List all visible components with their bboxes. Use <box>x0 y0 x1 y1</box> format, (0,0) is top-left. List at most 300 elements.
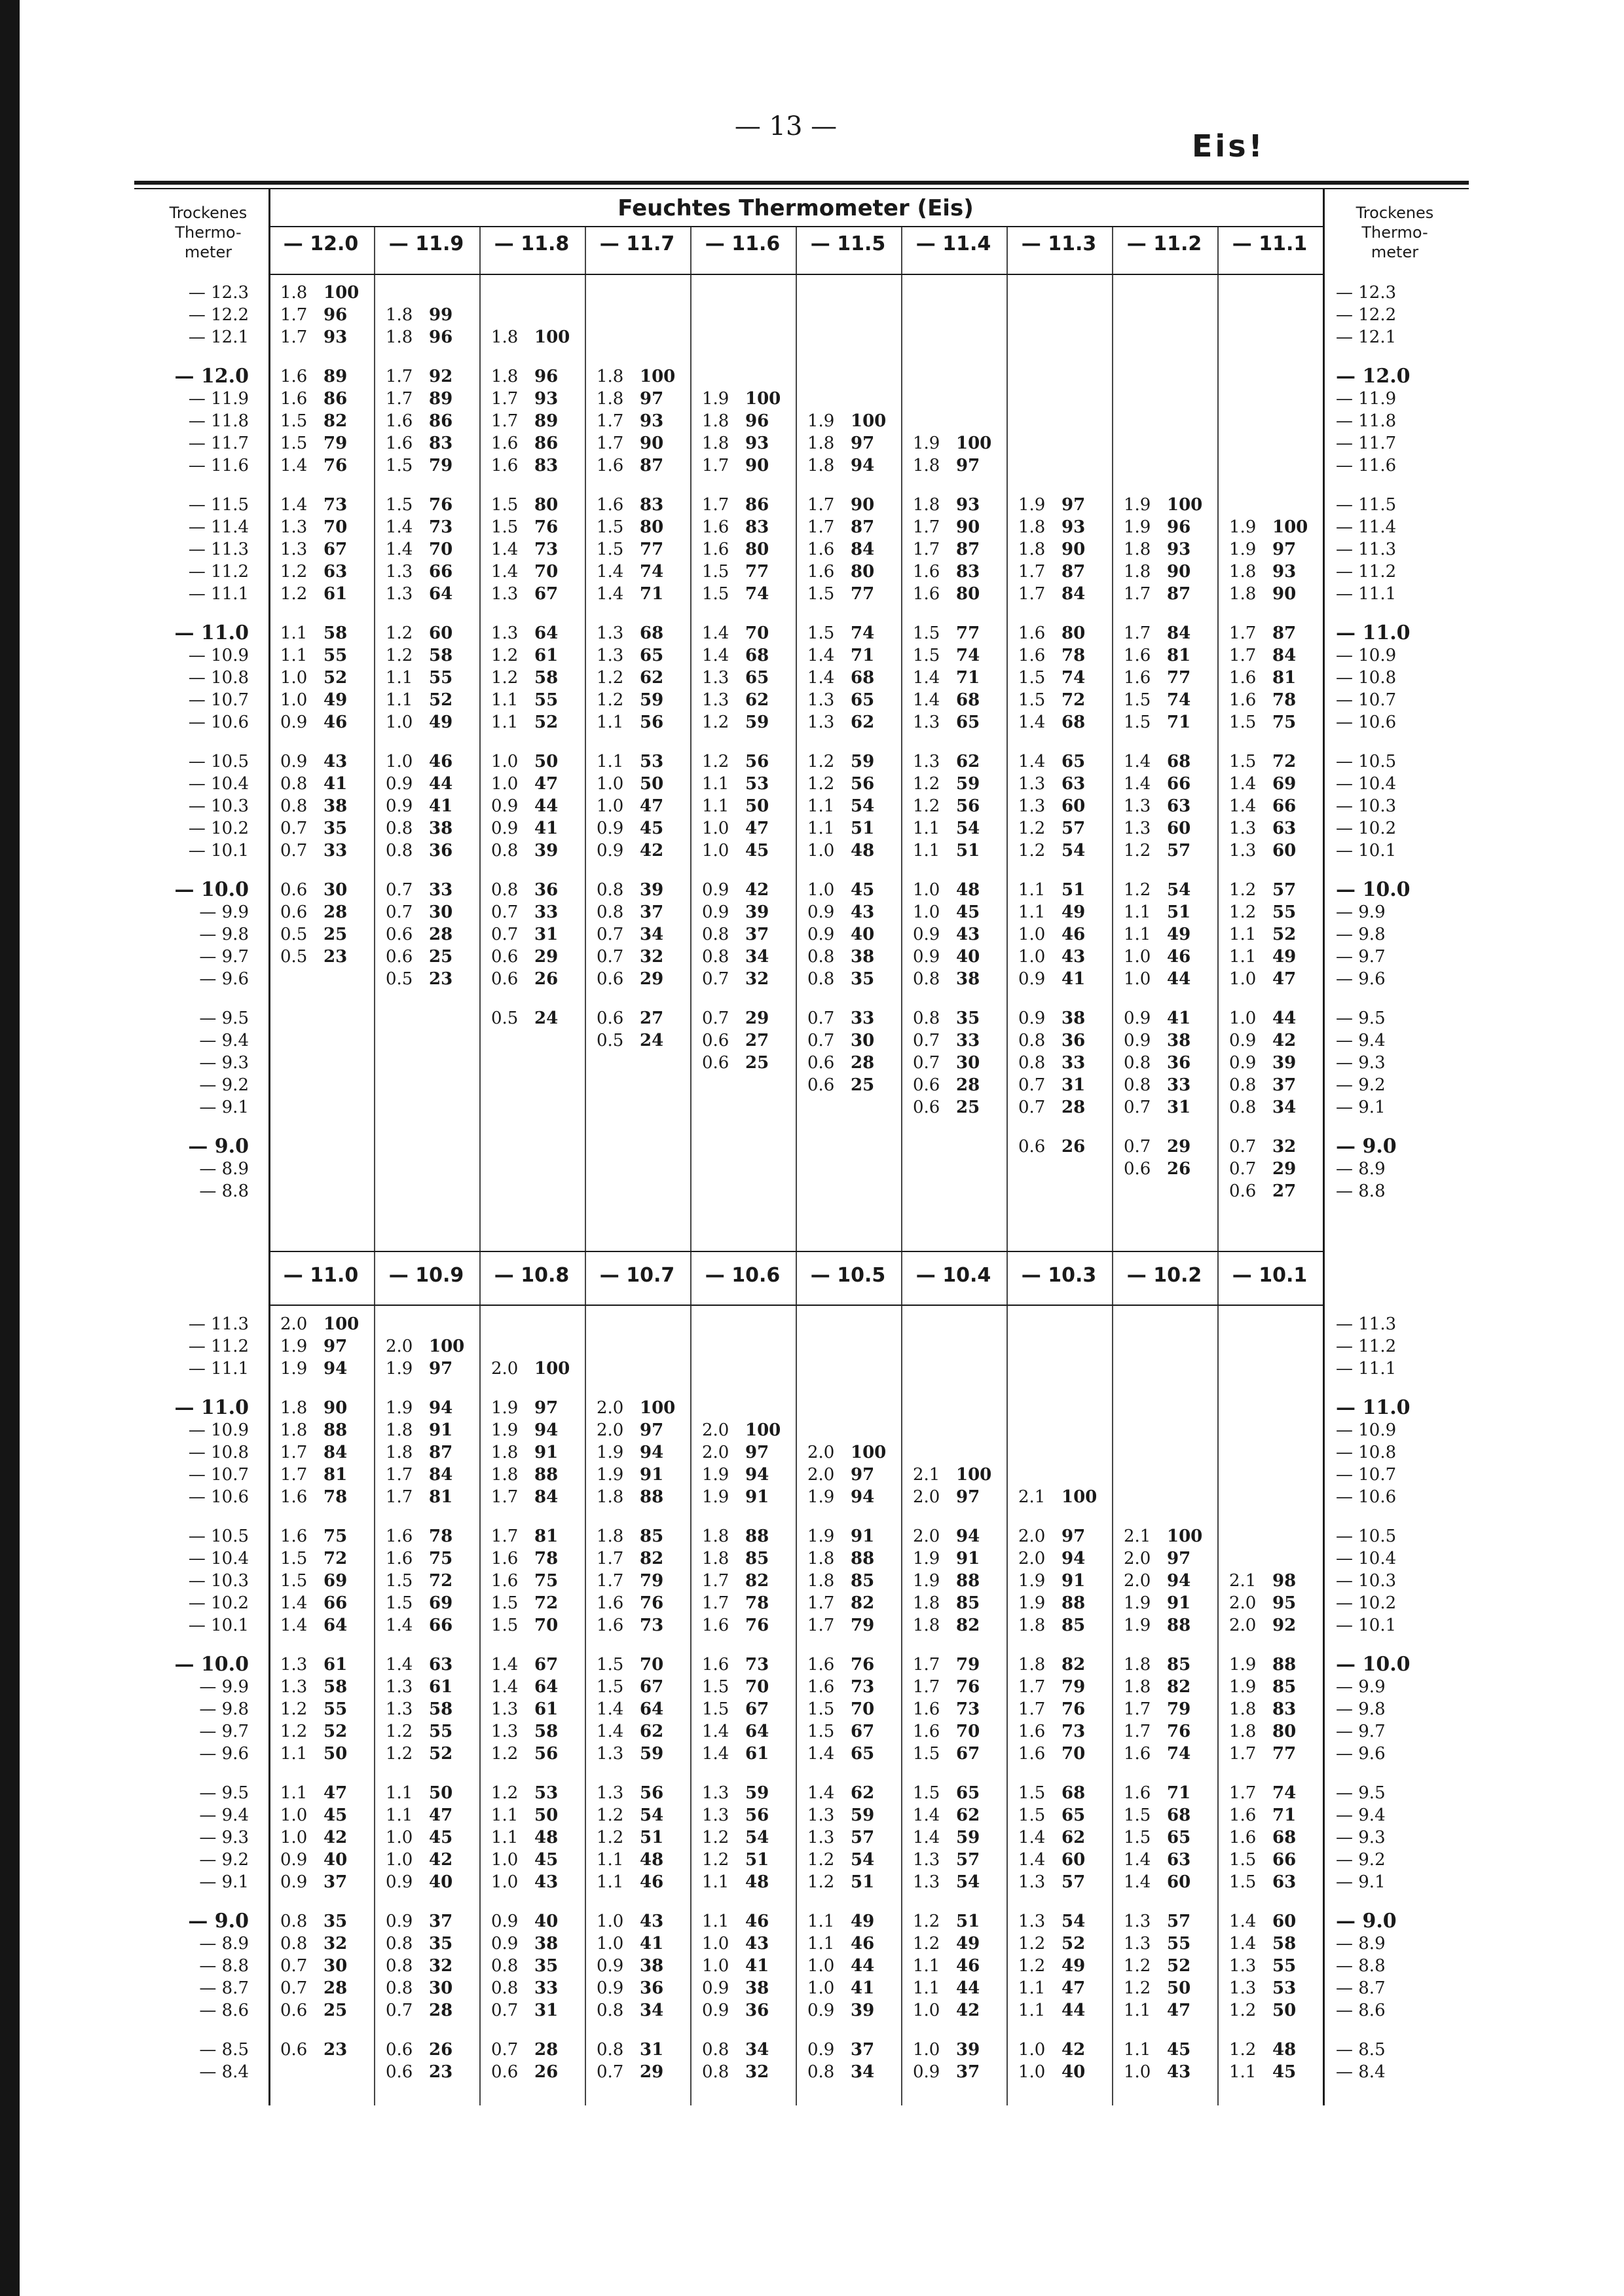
table-cell <box>913 1804 1005 1826</box>
dry-temp-right: — 12.2 <box>1336 305 1397 325</box>
vapor-deficit: 0.9 <box>491 1934 519 1953</box>
dry-temp-left: — 11.1 <box>188 1359 249 1379</box>
vapor-deficit: 1.6 <box>807 540 835 559</box>
table-cell <box>280 1871 372 1893</box>
relative-humidity: 38 <box>745 1978 769 1998</box>
vapor-deficit: 1.4 <box>913 668 940 688</box>
table-cell <box>702 795 794 817</box>
relative-humidity: 68 <box>745 646 769 665</box>
table-cell <box>491 750 583 773</box>
vapor-deficit: 1.3 <box>491 1699 519 1719</box>
vapor-deficit: 1.5 <box>1124 690 1151 710</box>
table-cell <box>280 538 372 561</box>
vapor-deficit: 1.9 <box>1229 1655 1257 1675</box>
table-cell <box>597 1933 688 1955</box>
relative-humidity: 94 <box>745 1465 769 1485</box>
relative-humidity: 91 <box>745 1487 769 1507</box>
table-cell <box>913 1525 1005 1547</box>
relative-humidity: 45 <box>429 1828 453 1847</box>
relative-humidity: 32 <box>1272 1137 1297 1157</box>
vapor-deficit: 0.6 <box>1124 1159 1151 1179</box>
table-cell <box>280 1955 372 1977</box>
table-cell <box>1124 1933 1215 1955</box>
vapor-deficit: 2.0 <box>491 1359 519 1379</box>
vapor-deficit: 1.8 <box>1124 562 1151 582</box>
table-left-border <box>268 189 270 2105</box>
vapor-deficit: 0.7 <box>1229 1159 1257 1179</box>
table-cell <box>1124 1052 1215 1074</box>
dry-temp-right: — 9.1 <box>1336 1872 1386 1892</box>
relative-humidity: 31 <box>534 2001 559 2020</box>
relative-humidity: 97 <box>323 1337 348 1356</box>
relative-humidity: 100 <box>1272 517 1308 537</box>
table-cell <box>386 1826 477 1849</box>
table-cell <box>386 689 477 711</box>
table-cell <box>597 1999 688 2022</box>
table-cell <box>1124 667 1215 689</box>
table-cell <box>1124 561 1215 583</box>
relative-humidity: 92 <box>1272 1616 1297 1635</box>
table-cell <box>597 1782 688 1804</box>
relative-humidity: 48 <box>1272 2040 1297 2060</box>
relative-humidity: 74 <box>851 623 875 643</box>
relative-humidity: 75 <box>323 1527 348 1546</box>
table-cell <box>1018 494 1110 516</box>
vapor-deficit: 1.5 <box>597 1655 624 1675</box>
vapor-deficit: 1.9 <box>1018 495 1046 515</box>
table-cell <box>491 667 583 689</box>
relative-humidity: 33 <box>534 1978 559 1998</box>
relative-humidity: 50 <box>323 1744 348 1764</box>
relative-humidity: 50 <box>1272 2001 1297 2020</box>
relative-humidity: 70 <box>745 1677 769 1697</box>
table-cell <box>1229 1743 1321 1765</box>
vapor-deficit: 1.4 <box>913 1828 940 1847</box>
table-cell <box>597 879 688 901</box>
table-cell <box>807 1486 899 1508</box>
table-cell <box>597 1698 688 1720</box>
vapor-deficit: 1.7 <box>491 1487 519 1507</box>
table-cell <box>807 1933 899 1955</box>
vapor-deficit: 2.0 <box>807 1443 835 1462</box>
relative-humidity: 52 <box>323 668 348 688</box>
relative-humidity: 28 <box>956 1075 980 1095</box>
relative-humidity: 80 <box>1061 623 1086 643</box>
relative-humidity: 64 <box>323 1616 348 1635</box>
relative-humidity: 37 <box>323 1872 348 1892</box>
table-cell <box>1018 946 1110 968</box>
table-cell <box>807 923 899 946</box>
relative-humidity: 86 <box>745 495 769 515</box>
vapor-deficit: 1.3 <box>1018 796 1046 816</box>
vapor-deficit: 1.3 <box>280 1677 308 1697</box>
relative-humidity: 30 <box>429 1978 453 1998</box>
vapor-deficit: 1.0 <box>702 1956 729 1976</box>
relative-humidity: 96 <box>745 411 769 431</box>
vapor-deficit: 1.5 <box>280 1571 308 1591</box>
vapor-deficit: 1.2 <box>1229 2001 1257 2020</box>
table-cell <box>491 516 583 538</box>
vapor-deficit: 1.7 <box>807 495 835 515</box>
vapor-deficit: 1.0 <box>702 841 729 861</box>
relative-humidity: 87 <box>1272 623 1297 643</box>
relative-humidity: 44 <box>1061 2001 1086 2020</box>
relative-humidity: 29 <box>1272 1159 1297 1179</box>
column-divider <box>585 226 586 2105</box>
relative-humidity: 62 <box>956 752 980 771</box>
relative-humidity: 40 <box>534 1912 559 1931</box>
relative-humidity: 57 <box>1167 1912 1191 1931</box>
table-cell <box>1229 1676 1321 1698</box>
vapor-deficit: 1.1 <box>913 1956 940 1976</box>
table-cell <box>280 1464 372 1486</box>
relative-humidity: 68 <box>1272 1828 1297 1847</box>
relative-humidity: 38 <box>956 969 980 989</box>
table-cell <box>597 689 688 711</box>
table-cell <box>1124 1720 1215 1743</box>
vapor-deficit: 1.1 <box>913 841 940 861</box>
wet-temp-header: — 11.4 <box>915 232 991 255</box>
vapor-deficit: 1.0 <box>491 774 519 794</box>
vapor-deficit: 1.3 <box>491 1722 519 1741</box>
vapor-deficit: 0.9 <box>913 947 940 967</box>
table-cell <box>597 365 688 388</box>
table-cell <box>597 1007 688 1029</box>
vapor-deficit: 0.9 <box>807 2040 835 2060</box>
vapor-deficit: 1.1 <box>386 1783 413 1803</box>
vapor-deficit: 1.8 <box>1018 1616 1046 1635</box>
relative-humidity: 54 <box>1061 841 1086 861</box>
relative-humidity: 75 <box>429 1549 453 1568</box>
table-cell <box>280 454 372 477</box>
relative-humidity: 73 <box>745 1655 769 1675</box>
table-cell <box>1124 1977 1215 1999</box>
relative-humidity: 90 <box>851 495 875 515</box>
dry-temp-right: — 10.3 <box>1336 1571 1397 1591</box>
table-cell <box>807 561 899 583</box>
vapor-deficit: 1.3 <box>491 623 519 643</box>
table-cell <box>386 388 477 410</box>
vapor-deficit: 1.0 <box>807 1978 835 1998</box>
table-cell <box>1124 946 1215 968</box>
relative-humidity: 58 <box>323 1677 348 1697</box>
vapor-deficit: 1.2 <box>702 713 729 732</box>
column-divider <box>374 226 375 2105</box>
vapor-deficit: 0.7 <box>280 819 308 838</box>
relative-humidity: 61 <box>534 1699 559 1719</box>
relative-humidity: 49 <box>1167 925 1191 944</box>
vapor-deficit: 1.6 <box>280 1487 308 1507</box>
vapor-deficit: 1.3 <box>1018 1912 1046 1931</box>
vapor-deficit: 1.4 <box>597 1699 624 1719</box>
table-cell <box>913 1743 1005 1765</box>
relative-humidity: 48 <box>956 880 980 900</box>
table-right-border <box>1323 189 1325 2105</box>
relative-humidity: 34 <box>745 947 769 967</box>
table-cell <box>807 795 899 817</box>
dry-temp-right: — 10.3 <box>1336 796 1397 816</box>
dry-temp-left: — 12.1 <box>188 327 249 347</box>
table-cell <box>386 1570 477 1592</box>
table-cell <box>1124 538 1215 561</box>
relative-humidity: 32 <box>429 1956 453 1976</box>
top-rule-thin <box>134 188 1469 189</box>
table-cell <box>1018 1782 1110 1804</box>
relative-humidity: 35 <box>534 1956 559 1976</box>
relative-humidity: 62 <box>956 1805 980 1825</box>
vapor-deficit: 1.7 <box>913 540 940 559</box>
relative-humidity: 61 <box>745 1744 769 1764</box>
relative-humidity: 66 <box>1167 774 1191 794</box>
relative-humidity: 87 <box>640 456 664 475</box>
vapor-deficit: 1.8 <box>913 456 940 475</box>
vapor-deficit: 0.5 <box>386 969 413 989</box>
vapor-deficit: 1.2 <box>913 774 940 794</box>
vapor-deficit: 1.9 <box>386 1359 413 1379</box>
vapor-deficit: 1.3 <box>597 1783 624 1803</box>
vapor-deficit: 1.6 <box>913 584 940 604</box>
table-cell <box>386 561 477 583</box>
vapor-deficit: 1.5 <box>597 1677 624 1697</box>
dry-temp-left: — 11.7 <box>188 434 249 453</box>
table-cell <box>913 561 1005 583</box>
vapor-deficit: 1.4 <box>386 1616 413 1635</box>
relative-humidity: 99 <box>429 305 453 325</box>
relative-humidity: 76 <box>323 456 348 475</box>
vapor-deficit: 1.7 <box>386 1465 413 1485</box>
table-cell <box>1124 1592 1215 1614</box>
relative-humidity: 97 <box>851 434 875 453</box>
relative-humidity: 59 <box>640 1744 664 1764</box>
table-cell <box>1124 1782 1215 1804</box>
dry-temp-right: — 9.3 <box>1336 1828 1386 1847</box>
vapor-deficit: 1.1 <box>1229 925 1257 944</box>
vapor-deficit: 1.1 <box>1124 925 1151 944</box>
table-cell <box>1124 1029 1215 1052</box>
table-cell <box>1124 817 1215 840</box>
table-cell <box>913 1782 1005 1804</box>
vapor-deficit: 0.9 <box>702 1978 729 1998</box>
dry-temp-right: — 9.4 <box>1336 1805 1386 1825</box>
relative-humidity: 32 <box>745 2062 769 2082</box>
wet-temp-header: — 10.5 <box>810 1264 886 1287</box>
relative-humidity: 40 <box>429 1872 453 1892</box>
vapor-deficit: 0.9 <box>280 1850 308 1870</box>
vapor-deficit: 1.7 <box>807 1616 835 1635</box>
dry-temp-left: — 9.7 <box>199 947 249 967</box>
vapor-deficit: 2.0 <box>1229 1593 1257 1613</box>
vapor-deficit: 1.6 <box>597 1593 624 1613</box>
table-cell <box>386 1614 477 1637</box>
table-cell <box>386 454 477 477</box>
dry-temp-left: — 11.3 <box>188 1314 249 1334</box>
vapor-deficit: 1.0 <box>807 1956 835 1976</box>
table-cell <box>491 1782 583 1804</box>
vapor-deficit: 2.0 <box>702 1420 729 1440</box>
vapor-deficit: 1.4 <box>1018 1828 1046 1847</box>
vapor-deficit: 1.4 <box>807 1744 835 1764</box>
vapor-deficit: 0.7 <box>386 902 413 922</box>
table-cell <box>913 1614 1005 1637</box>
vapor-deficit: 1.9 <box>280 1359 308 1379</box>
vapor-deficit: 0.9 <box>1018 969 1046 989</box>
table-cell <box>807 1547 899 1570</box>
vapor-deficit: 1.0 <box>1229 969 1257 989</box>
relative-humidity: 56 <box>956 796 980 816</box>
relative-humidity: 64 <box>429 584 453 604</box>
dry-temp-right: — 11.8 <box>1336 411 1397 431</box>
vapor-deficit: 1.6 <box>491 456 519 475</box>
dry-temp-left: — 8.6 <box>199 2001 249 2020</box>
table-cell <box>1124 494 1215 516</box>
relative-humidity: 73 <box>534 540 559 559</box>
vapor-deficit: 1.8 <box>280 1420 308 1440</box>
relative-humidity: 63 <box>1167 796 1191 816</box>
relative-humidity: 26 <box>534 969 559 989</box>
table-cell <box>597 1525 688 1547</box>
table-cell <box>491 773 583 795</box>
vapor-deficit: 0.7 <box>491 2001 519 2020</box>
vapor-deficit: 1.6 <box>597 495 624 515</box>
vapor-deficit: 1.0 <box>1229 1009 1257 1028</box>
vapor-deficit: 2.0 <box>1124 1571 1151 1591</box>
table-cell <box>1018 711 1110 733</box>
vapor-deficit: 0.9 <box>280 713 308 732</box>
relative-humidity: 41 <box>534 819 559 838</box>
relative-humidity: 44 <box>1272 1009 1297 1028</box>
relative-humidity: 88 <box>1061 1593 1086 1613</box>
relative-humidity: 67 <box>534 584 559 604</box>
table-cell <box>597 1720 688 1743</box>
column-divider <box>796 226 797 2105</box>
dry-temp-right: — 10.9 <box>1336 646 1397 665</box>
vapor-deficit: 0.6 <box>280 2040 308 2060</box>
relative-humidity: 56 <box>640 1783 664 1803</box>
vapor-deficit: 0.9 <box>597 1978 624 1998</box>
dry-temp-right: — 10.1 <box>1336 1616 1397 1635</box>
vapor-deficit: 1.7 <box>807 1593 835 1613</box>
vapor-deficit: 1.8 <box>913 1593 940 1613</box>
relative-humidity: 47 <box>534 774 559 794</box>
relative-humidity: 73 <box>956 1699 980 1719</box>
vapor-deficit: 0.9 <box>807 2001 835 2020</box>
relative-humidity: 71 <box>1272 1805 1297 1825</box>
table-cell <box>702 1029 794 1052</box>
dry-temp-right: — 8.6 <box>1336 2001 1386 2020</box>
relative-humidity: 59 <box>956 774 980 794</box>
relative-humidity: 100 <box>534 1359 570 1379</box>
relative-humidity: 95 <box>1272 1593 1297 1613</box>
relative-humidity: 42 <box>1272 1031 1297 1050</box>
table-cell <box>913 1486 1005 1508</box>
vapor-deficit: 0.8 <box>1018 1053 1046 1073</box>
table-cell <box>1018 1804 1110 1826</box>
vapor-deficit: 1.6 <box>1018 1744 1046 1764</box>
table-cell <box>597 840 688 862</box>
table-cell <box>597 1849 688 1871</box>
dry-temp-left: — 10.2 <box>188 819 249 838</box>
vapor-deficit: 1.3 <box>1229 1956 1257 1976</box>
vapor-deficit: 0.6 <box>597 969 624 989</box>
vapor-deficit: 1.6 <box>702 517 729 537</box>
table-cell <box>702 968 794 990</box>
table-cell <box>913 1052 1005 1074</box>
vapor-deficit: 1.8 <box>913 1616 940 1635</box>
vapor-deficit: 1.1 <box>807 819 835 838</box>
relative-humidity: 42 <box>323 1828 348 1847</box>
relative-humidity: 41 <box>1167 1009 1191 1028</box>
table-cell <box>913 432 1005 454</box>
relative-humidity: 84 <box>323 1443 348 1462</box>
table-cell <box>702 1525 794 1547</box>
relative-humidity: 94 <box>956 1527 980 1546</box>
vapor-deficit: 1.4 <box>1229 1934 1257 1953</box>
table-cell <box>1018 1910 1110 1933</box>
relative-humidity: 60 <box>1061 1850 1086 1870</box>
table-cell <box>597 622 688 644</box>
vapor-deficit: 1.3 <box>1018 774 1046 794</box>
table-cell <box>913 968 1005 990</box>
relative-humidity: 50 <box>1167 1978 1191 1998</box>
table-cell <box>1018 561 1110 583</box>
table-cell <box>1018 1849 1110 1871</box>
table-cell <box>807 750 899 773</box>
vapor-deficit: 1.0 <box>1018 925 1046 944</box>
vapor-deficit: 1.1 <box>807 796 835 816</box>
vapor-deficit: 1.9 <box>1018 1571 1046 1591</box>
table-cell <box>597 946 688 968</box>
relative-humidity: 83 <box>429 434 453 453</box>
table-cell <box>1124 644 1215 667</box>
table-cell <box>491 1955 583 1977</box>
dry-temp-left: — 10.1 <box>188 841 249 861</box>
relative-humidity: 35 <box>323 1912 348 1931</box>
vapor-deficit: 1.1 <box>597 1872 624 1892</box>
vapor-deficit: 2.0 <box>702 1443 729 1462</box>
relative-humidity: 85 <box>956 1593 980 1613</box>
vapor-deficit: 1.4 <box>280 456 308 475</box>
vapor-deficit: 1.8 <box>491 367 519 386</box>
vapor-deficit: 1.3 <box>702 690 729 710</box>
relative-humidity: 32 <box>745 969 769 989</box>
table-cell <box>386 1358 477 1380</box>
vapor-deficit: 1.3 <box>913 1872 940 1892</box>
vapor-deficit: 1.9 <box>1124 517 1151 537</box>
dry-temp-left: — 10.2 <box>188 1593 249 1613</box>
vapor-deficit: 2.0 <box>807 1465 835 1485</box>
vapor-deficit: 1.2 <box>491 1783 519 1803</box>
table-cell <box>280 622 372 644</box>
relative-humidity: 79 <box>956 1655 980 1675</box>
relative-humidity: 73 <box>1061 1722 1086 1741</box>
table-cell <box>597 410 688 432</box>
table-cell <box>491 454 583 477</box>
relative-humidity: 25 <box>323 2001 348 2020</box>
relative-humidity: 76 <box>429 495 453 515</box>
vapor-deficit: 1.5 <box>1229 752 1257 771</box>
table-cell <box>386 879 477 901</box>
table-cell <box>702 946 794 968</box>
relative-humidity: 69 <box>323 1571 348 1591</box>
relative-humidity: 82 <box>323 411 348 431</box>
relative-humidity: 81 <box>429 1487 453 1507</box>
relative-humidity: 54 <box>851 1850 875 1870</box>
table-cell <box>913 840 1005 862</box>
relative-humidity: 39 <box>640 880 664 900</box>
table-cell <box>807 1525 899 1547</box>
vapor-deficit: 1.6 <box>807 1677 835 1697</box>
relative-humidity: 89 <box>429 389 453 409</box>
